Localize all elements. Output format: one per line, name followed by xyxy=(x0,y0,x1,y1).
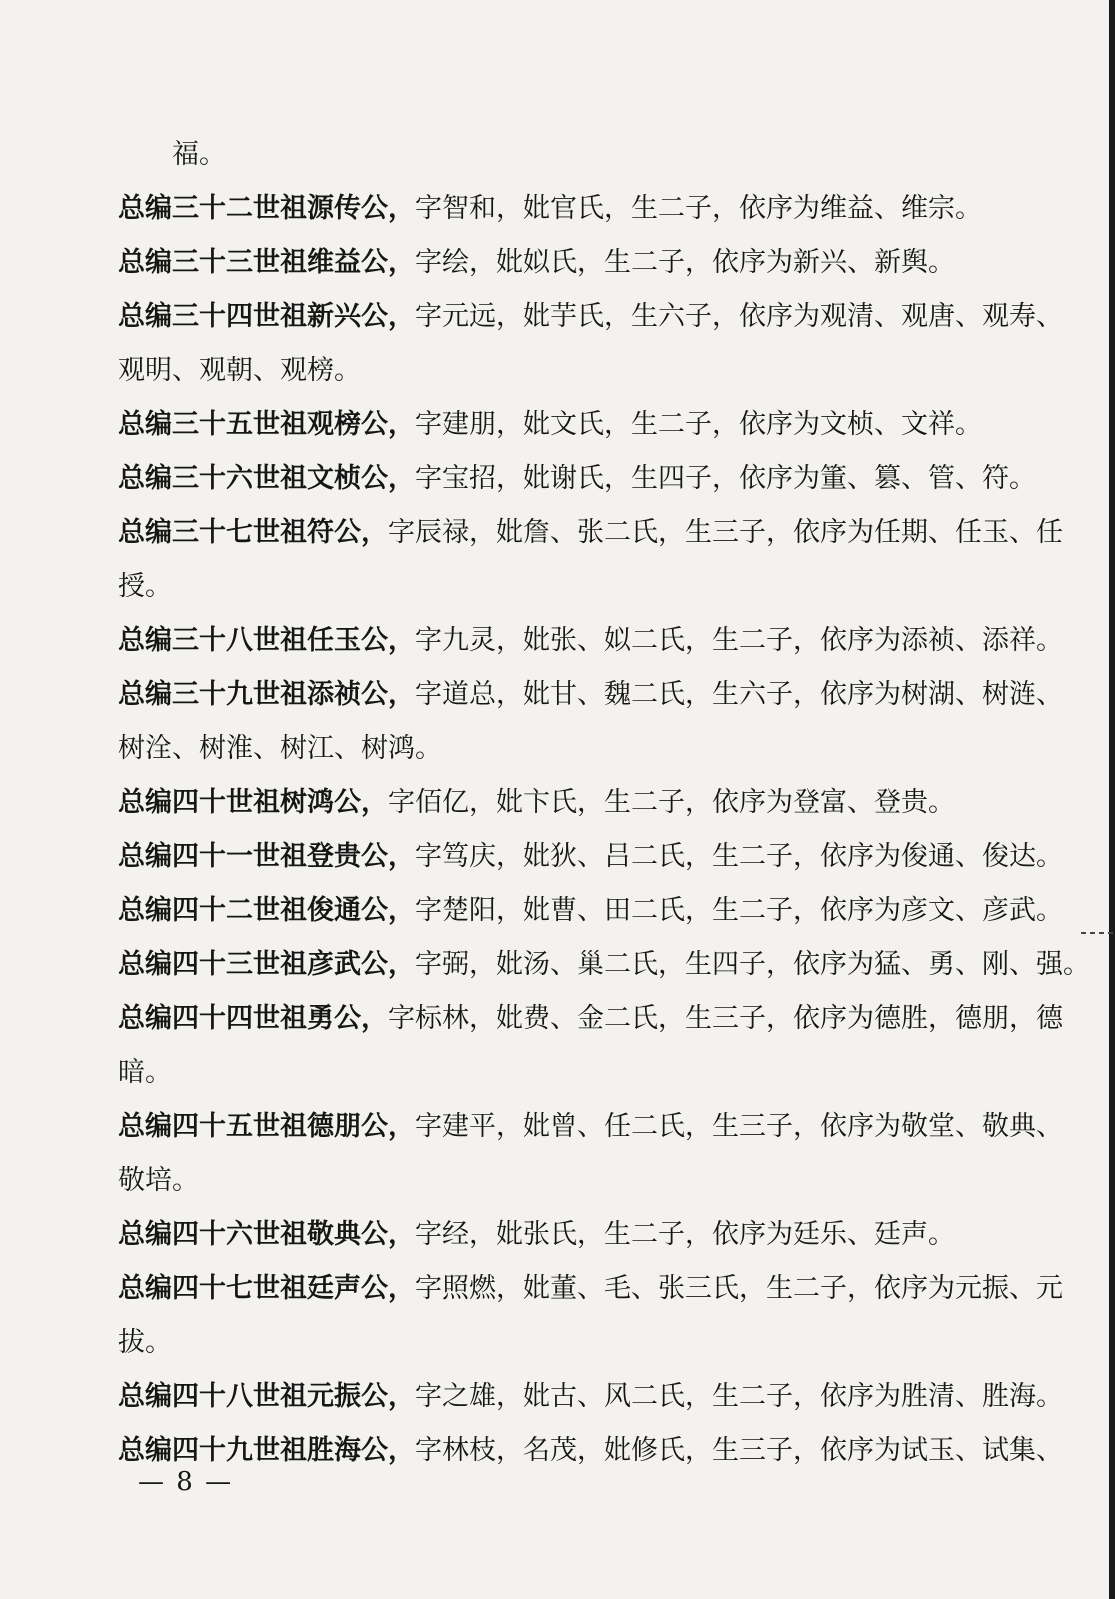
genealogy-entry xyxy=(118,1208,1058,1262)
entry-text: 字辰禄，妣詹、张二氏，生三子，依序为任期、任玉、任 xyxy=(388,517,1063,548)
entry-heading: 总编三十八世祖任玉公， xyxy=(118,625,415,656)
genealogy-entry xyxy=(118,1262,1063,1316)
entry-text: 字建平，妣曾、任二氏，生三子，依序为敬堂、敬典、 xyxy=(415,1111,1063,1142)
genealogy-entry-continuation xyxy=(118,1316,1058,1370)
genealogy-text-body xyxy=(118,128,1090,1478)
entry-text: 拔。 xyxy=(118,1327,172,1358)
genealogy-entry xyxy=(118,506,1063,560)
entry-heading: 总编四十五世祖德朋公， xyxy=(118,1111,415,1142)
genealogy-entry-continuation xyxy=(118,344,1058,398)
entry-text: 字佰亿，妣卞氏，生二子，依序为登富、登贵。 xyxy=(388,787,955,818)
entry-heading: 总编四十四世祖勇公， xyxy=(118,1003,388,1034)
genealogy-entry xyxy=(118,398,1058,452)
entry-text: 字道总，妣甘、魏二氏，生六子，依序为树湖、树涟、 xyxy=(415,679,1063,710)
entry-heading: 总编三十五世祖观榜公， xyxy=(118,409,415,440)
entry-text: 字建朋，妣文氏，生二子，依序为文桢、文祥。 xyxy=(415,409,982,440)
entry-text: 字照燃，妣董、毛、张三氏，生二子，依序为元振、元 xyxy=(415,1273,1063,1304)
entry-text: 字经，妣张氏，生二子，依序为廷乐、廷声。 xyxy=(415,1219,955,1250)
genealogy-entry xyxy=(118,236,1058,290)
entry-heading: 总编四十三世祖彦武公， xyxy=(118,949,415,980)
genealogy-entry xyxy=(118,452,1058,506)
genealogy-entry xyxy=(118,884,1063,938)
genealogy-entry xyxy=(118,614,1063,668)
entry-text: 字之雄，妣古、风二氏，生二子，依序为胜清、胜海。 xyxy=(415,1381,1063,1412)
entry-text: 敬培。 xyxy=(118,1165,199,1196)
entry-text: 字楚阳，妣曹、田二氏，生二子，依序为彦文、彦武。 xyxy=(415,895,1063,926)
entry-text: 字智和，妣官氏，生二子，依序为维益、维宗。 xyxy=(415,193,982,224)
entry-text: 授。 xyxy=(118,571,172,602)
continued-line: 福。 xyxy=(172,139,226,170)
entry-heading: 总编三十三世祖维益公， xyxy=(118,247,415,278)
genealogy-entry xyxy=(118,182,1058,236)
genealogy-entry xyxy=(118,776,1058,830)
entry-heading: 总编三十四世祖新兴公， xyxy=(118,301,415,332)
genealogy-entry xyxy=(118,830,1063,884)
entry-text: 字元远，妣芋氏，生六子，依序为观清、观唐、观寿、 xyxy=(415,301,1063,332)
entry-text: 字绘，妣姒氏，生二子，依序为新兴、新舆。 xyxy=(415,247,955,278)
genealogy-entry xyxy=(118,1100,1063,1154)
genealogy-entry-continuation xyxy=(118,1154,1058,1208)
genealogy-entry xyxy=(118,1424,1063,1478)
entry-heading: 总编四十八世祖元振公， xyxy=(118,1381,415,1412)
page-number: — 8 — xyxy=(138,1467,234,1497)
entry-text: 字林枝，名茂，妣修氏，生三子，依序为试玉、试集、 xyxy=(415,1435,1063,1466)
entry-heading: 总编三十六世祖文桢公， xyxy=(118,463,415,494)
entry-heading: 总编四十七世祖廷声公， xyxy=(118,1273,415,1304)
entry-heading: 总编三十七世祖符公， xyxy=(118,517,388,548)
genealogy-entry xyxy=(118,1370,1063,1424)
entry-text: 字九灵，妣张、姒二氏，生二子，依序为添祯、添祥。 xyxy=(415,625,1063,656)
entry-text: 字宝招，妣谢氏，生四子，依序为箽、篡、管、符。 xyxy=(415,463,1036,494)
entry-heading: 总编四十世祖树鸿公， xyxy=(118,787,388,818)
entry-text: 字弼，妣汤、巢二氏，生四子，依序为猛、勇、刚、强。 xyxy=(415,949,1090,980)
genealogy-entries xyxy=(118,182,1090,1478)
entry-text: 字标林，妣费、金二氏，生三子，依序为德胜，德朋，德 xyxy=(388,1003,1063,1034)
entry-heading: 总编四十九世祖胜海公， xyxy=(118,1435,415,1466)
entry-heading: 总编四十一世祖登贵公， xyxy=(118,841,415,872)
entry-text: 观明、观朝、观榜。 xyxy=(118,355,361,386)
entry-text: 暗。 xyxy=(118,1057,172,1088)
entry-heading: 总编四十六世祖敬典公， xyxy=(118,1219,415,1250)
entry-heading: 总编三十九世祖添祯公， xyxy=(118,679,415,710)
genealogy-entry-continuation xyxy=(118,1046,1058,1100)
genealogy-entry-continuation xyxy=(118,560,1058,614)
genealogy-entry xyxy=(118,290,1063,344)
genealogy-entry xyxy=(118,938,1090,992)
entry-heading: 总编四十二世祖俊通公， xyxy=(118,895,415,926)
genealogy-entry xyxy=(118,992,1063,1046)
scan-page-edge xyxy=(1109,0,1115,1599)
entry-heading: 总编三十二世祖源传公， xyxy=(118,193,415,224)
genealogy-entry xyxy=(118,668,1063,722)
entry-text: 树洤、树淮、树江、树鸿。 xyxy=(118,733,442,764)
entry-text: 字笃庆，妣狄、吕二氏，生二子，依序为俊通、俊达。 xyxy=(415,841,1063,872)
genealogy-entry-continuation xyxy=(118,722,1058,776)
scan-edge-mark xyxy=(1081,932,1115,934)
